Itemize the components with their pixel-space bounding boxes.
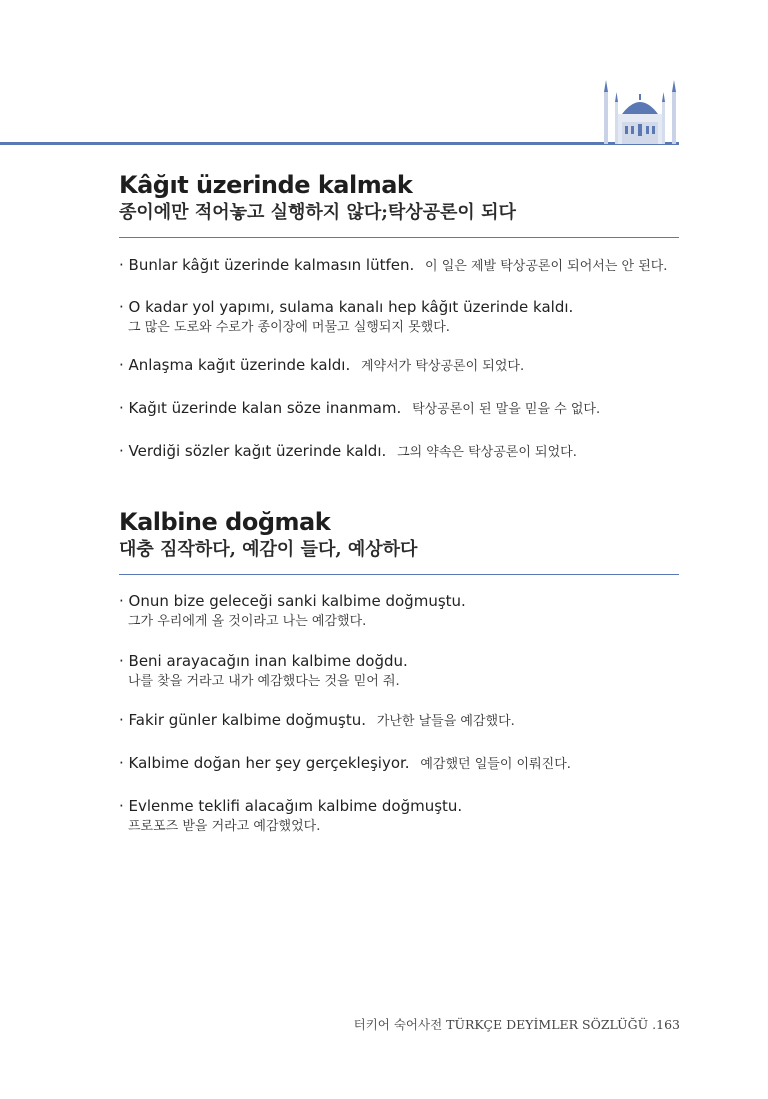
example-korean: 예감했던 일들이 이뤄진다. bbox=[420, 757, 571, 772]
example-item bbox=[119, 355, 679, 377]
example-item bbox=[119, 591, 679, 631]
example-turkish: · Evlenme teklifi alacağım kalbime doğmuştu. bbox=[119, 797, 463, 815]
idiom-entry-kalbine bbox=[119, 507, 679, 836]
example-item bbox=[119, 753, 679, 775]
example-korean: 그의 약속은 탁상공론이 되었다. bbox=[397, 445, 577, 460]
example-item bbox=[119, 441, 679, 463]
entry-title: Kalbine doğmak bbox=[119, 508, 331, 536]
example-korean: 프로포즈 받을 거라고 예감했었다. bbox=[128, 819, 321, 834]
example-korean: 가난한 날들을 예감했다. bbox=[376, 714, 515, 729]
example-list bbox=[119, 255, 679, 463]
example-item bbox=[119, 796, 679, 836]
example-turkish: · Anlaşma kağıt üzerinde kaldı. bbox=[119, 356, 351, 374]
example-turkish: · O kadar yol yapımı, sulama kanalı hep kâğıt üzerinde kaldı. bbox=[119, 298, 574, 316]
idiom-entry-kagit bbox=[119, 170, 679, 463]
example-turkish: · Kağıt üzerinde kalan söze inanmam. bbox=[119, 399, 402, 417]
example-turkish: · Beni arayacağın inan kalbime doğdu. bbox=[119, 652, 408, 670]
example-item bbox=[119, 297, 679, 337]
example-item bbox=[119, 710, 679, 732]
entry-divider bbox=[119, 574, 679, 575]
example-turkish: · Onun bize geleceği sanki kalbime doğmuştu. bbox=[119, 592, 466, 610]
example-turkish: · Verdiği sözler kağıt üzerinde kaldı. bbox=[119, 442, 387, 460]
entry-translation: 대충 짐작하다, 예감이 들다, 예상하다 bbox=[119, 539, 418, 560]
mosque-icon bbox=[600, 78, 680, 144]
entry-title: Kâğıt üzerinde kalmak bbox=[119, 171, 413, 199]
example-turkish: · Kalbime doğan her şey gerçekleşiyor. bbox=[119, 754, 410, 772]
entry-divider bbox=[119, 237, 679, 238]
header-rule bbox=[0, 142, 679, 145]
example-korean: 그 많은 도로와 수로가 종이장에 머물고 실행되지 못했다. bbox=[128, 320, 450, 335]
example-list bbox=[119, 591, 679, 836]
example-korean: 계약서가 탁상공론이 되었다. bbox=[361, 359, 525, 374]
example-korean: 나를 찾을 거라고 내가 예감했다는 것을 믿어 줘. bbox=[128, 674, 400, 689]
example-turkish: · Fakir günler kalbime doğmuştu. bbox=[119, 711, 367, 729]
example-item bbox=[119, 255, 679, 277]
example-korean: 탁상공론이 된 말을 믿을 수 없다. bbox=[412, 402, 601, 417]
example-korean: 이 일은 제발 탁상공론이 되어서는 안 된다. bbox=[425, 259, 668, 274]
entry-translation: 종이에만 적어놓고 실행하지 않다;탁상공론이 되다 bbox=[119, 202, 516, 223]
page-footer: 터키어 숙어사전 TÜRKÇE DEYİMLER SÖZLÜĞÜ .163 bbox=[353, 1017, 680, 1032]
example-item bbox=[119, 398, 679, 420]
example-turkish: · Bunlar kâğıt üzerinde kalmasın lütfen. bbox=[119, 256, 415, 274]
example-korean: 그가 우리에게 올 것이라고 나는 예감했다. bbox=[128, 614, 367, 629]
example-item bbox=[119, 651, 679, 691]
